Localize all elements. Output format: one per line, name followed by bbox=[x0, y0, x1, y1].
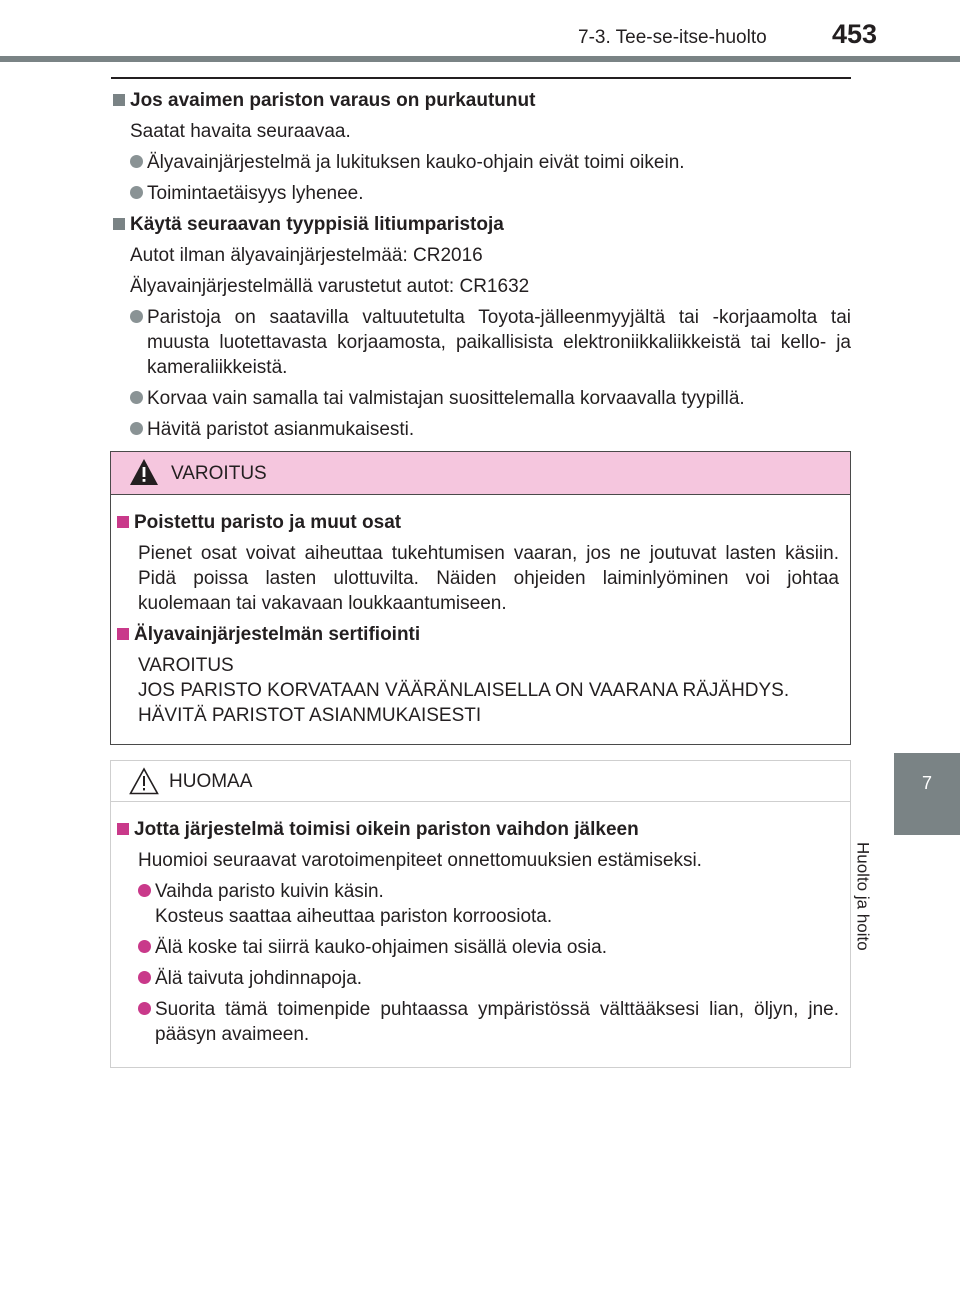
list-item: Älyavainjärjestelmä ja lukituksen kauko-ohjain eivät toimi oikein. bbox=[113, 150, 851, 175]
notice-body bbox=[117, 817, 839, 1053]
warning-heading: Poistettu paristo ja muut osat bbox=[117, 510, 839, 535]
warning-line: JOS PARISTO KORVATAAN VÄÄRÄNLAISELLA ON VAARANA RÄJÄHDYS. bbox=[138, 680, 790, 701]
section-heading bbox=[113, 88, 851, 113]
paragraph: Saatat havaita seuraavaa. bbox=[130, 121, 351, 142]
warning-body bbox=[117, 510, 839, 728]
circle-bullet-icon bbox=[130, 391, 143, 404]
circle-bullet-icon bbox=[138, 971, 151, 984]
square-bullet-icon bbox=[117, 516, 129, 528]
header-bar bbox=[0, 56, 960, 62]
notice-intro: Huomioi seuraavat varotoimenpiteet onnettomuuksien estämiseksi. bbox=[138, 850, 702, 871]
circle-bullet-icon bbox=[138, 940, 151, 953]
square-bullet-icon bbox=[117, 628, 129, 640]
notice-title: HUOMAA bbox=[169, 771, 253, 792]
warning-line: HÄVITÄ PARISTOT ASIANMUKAISESTI bbox=[138, 705, 482, 726]
warning-text: Pienet osat voivat aiheuttaa tukehtumisen vaaran, jos ne joutuvat lasten käsiin. Pidä poissa lasten ulottuvilta. Näiden ohjeiden laiminlyöminen voi johtaa kuolemaan tai vakavaan loukkaantumiseen. bbox=[138, 543, 839, 614]
list-item: Hävitä paristot asianmukaisesti. bbox=[113, 417, 851, 442]
heading-text: Käytä seuraavan tyyppisiä litiumparistoja bbox=[130, 214, 504, 235]
notice-box bbox=[110, 760, 851, 1068]
chapter-tab bbox=[894, 753, 960, 835]
warning-triangle-icon bbox=[129, 458, 159, 486]
main-content bbox=[113, 88, 851, 448]
warning-heading: Älyavainjärjestelmän sertifiointi bbox=[117, 622, 839, 647]
notice-header bbox=[111, 761, 850, 802]
page-number: 453 bbox=[832, 19, 878, 49]
paragraph: Älyavainjärjestelmällä varustetut autot: CR1632 bbox=[130, 276, 530, 297]
circle-bullet-icon bbox=[130, 310, 143, 323]
paragraph: Autot ilman älyavainjärjestelmää: CR2016 bbox=[130, 245, 483, 266]
chapter-label-container bbox=[853, 842, 960, 982]
notice-list-item: Älä taivuta johdinnapoja. bbox=[117, 966, 839, 991]
square-bullet-icon bbox=[113, 218, 125, 230]
circle-bullet-icon bbox=[138, 1002, 151, 1015]
list-item: Korvaa vain samalla tai valmistajan suosittelemalla korvaavalla tyypillä. bbox=[113, 386, 851, 411]
notice-list-item: Vaihda paristo kuivin käsin. Kosteus saattaa aiheuttaa pariston korroosiota. bbox=[117, 879, 839, 929]
square-bullet-icon bbox=[113, 94, 125, 106]
heading-text: Jos avaimen pariston varaus on purkautunut bbox=[130, 90, 536, 111]
header-rule bbox=[111, 77, 851, 79]
chapter-number: 7 bbox=[921, 773, 932, 793]
circle-bullet-icon bbox=[138, 884, 151, 897]
circle-bullet-icon bbox=[130, 186, 143, 199]
warning-box bbox=[110, 451, 851, 745]
notice-heading: Jotta järjestelmä toimisi oikein pariston vaihdon jälkeen bbox=[117, 817, 839, 842]
section-title: 7-3. Tee-se-itse-huolto bbox=[578, 27, 767, 48]
square-bullet-icon bbox=[117, 823, 129, 835]
circle-bullet-icon bbox=[130, 422, 143, 435]
notice-list-item: Suorita tämä toimenpide puhtaassa ympäristössä välttääksesi lian, öljyn, jne. pääsyn avaimeen. bbox=[117, 997, 839, 1047]
chapter-label: Huolto ja hoito bbox=[853, 842, 873, 951]
list-item: Toimintaetäisyys lyhenee. bbox=[113, 181, 851, 206]
warning-line: VAROITUS bbox=[138, 655, 234, 676]
section-heading bbox=[113, 212, 851, 237]
circle-bullet-icon bbox=[130, 155, 143, 168]
warning-header bbox=[111, 452, 850, 495]
list-item: Paristoja on saatavilla valtuutetulta Toyota-jälleenmyyjältä tai -korjaamolta tai muusta luotettavasta korjaamosta, paikallisista elektroniikkaliikkeistä tai kello- ja kameraliikkeistä. bbox=[113, 305, 851, 380]
caution-triangle-icon bbox=[129, 767, 159, 795]
notice-list-item: Älä koske tai siirrä kauko-ohjaimen sisällä olevia osia. bbox=[117, 935, 839, 960]
warning-title: VAROITUS bbox=[171, 463, 267, 484]
